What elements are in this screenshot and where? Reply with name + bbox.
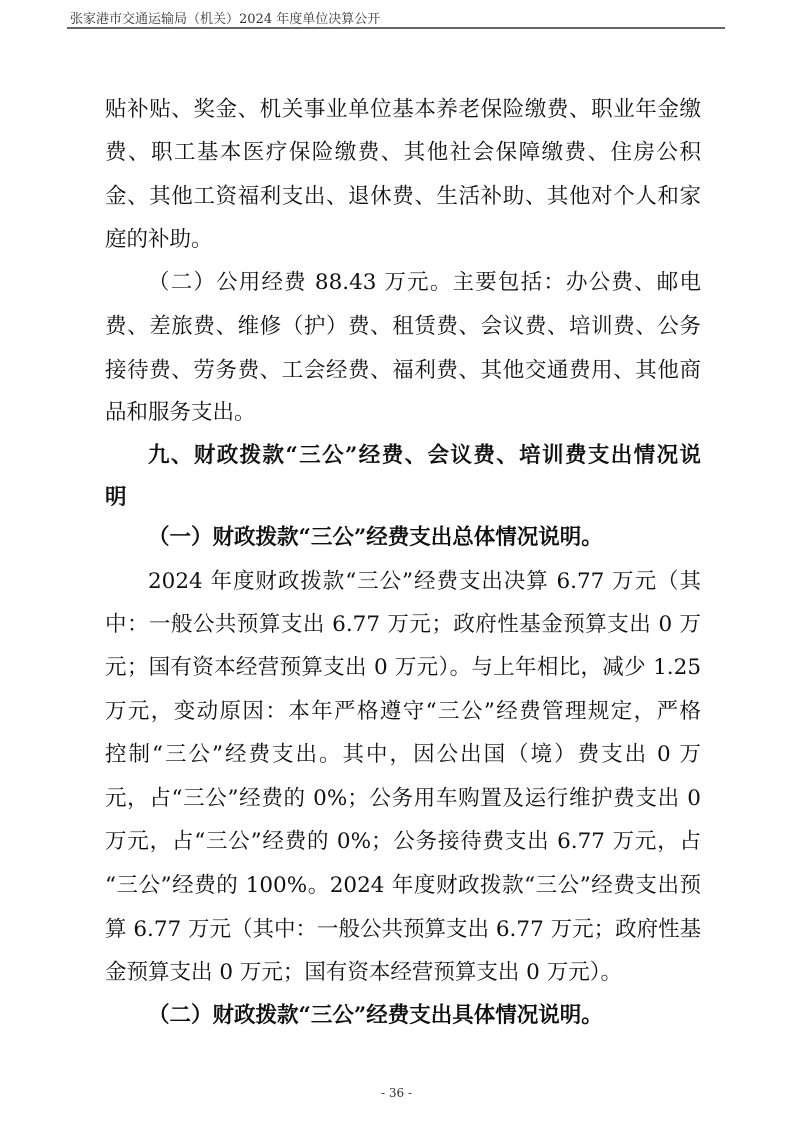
paragraph-line: 算 6.77 万元（其中：一般公共预算支出 6.77 万元；政府性基 (105, 917, 702, 942)
paragraph-line: 2024 年度财政拨款“三公”经费支出决算 6.77 万元（其 (148, 569, 701, 594)
paragraph-line: 接待费、劳务费、工会经费、福利费、其他交通费用、其他商 (105, 358, 701, 383)
paragraph-line: 中：一般公共预算支出 6.77 万元；政府性基金预算支出 0 万 (105, 612, 701, 637)
paragraph-line: 元，占“三公”经费的 0%；公务用车购置及运行维护费支出 0 (105, 786, 701, 811)
paragraph-line: 万元，变动原因：本年严格遵守“三公”经费管理规定，严格 (105, 699, 701, 724)
paragraph-line: 贴补贴、奖金、机关事业单位基本养老保险缴费、职业年金缴 (105, 97, 701, 122)
paragraph-line: 元；国有资本经营预算支出 0 万元）。与上年相比，减少 1.25 (105, 655, 701, 680)
paragraph-line: 费、职工基本医疗保险缴费、其他社会保障缴费、住房公积 (105, 140, 701, 165)
paragraph-line: 费、差旅费、维修（护）费、租赁费、会议费、培训费、公务 (105, 314, 701, 339)
section-heading: （二）财政拨款“三公”经费支出具体情况说明。 (148, 1003, 603, 1028)
paragraph-line: 控制“三公”经费支出。其中，因公出国（境）费支出 0 万 (105, 742, 701, 767)
section-heading: 明 (105, 485, 127, 510)
running-header: 张家港市交通运输局（机关）2024 年度单位决算公开 (70, 12, 381, 27)
paragraph-line: （二）公用经费 88.43 万元。主要包括：办公费、邮电 (148, 270, 701, 295)
page-number: - 36 - (380, 1086, 412, 1100)
paragraph-line: 庭的补助。 (105, 227, 213, 252)
paragraph-line: 品和服务支出。 (105, 400, 256, 425)
section-heading: 九、财政拨款“三公”经费、会议费、培训费支出情况说 (148, 443, 701, 468)
paragraph-line: “三公”经费的 100%。2024 年度财政拨款“三公”经费支出预 (105, 873, 701, 898)
header-divider (67, 27, 725, 29)
paragraph-line: 万元，占“三公”经费的 0%；公务接待费支出 6.77 万元，占 (105, 829, 701, 854)
paragraph-line: 金预算支出 0 万元；国有资本经营预算支出 0 万元）。 (105, 960, 622, 985)
paragraph-line: 金、其他工资福利支出、退休费、生活补助、其他对个人和家 (105, 184, 701, 209)
section-heading: （一）财政拨款“三公”经费支出总体情况说明。 (148, 525, 603, 550)
